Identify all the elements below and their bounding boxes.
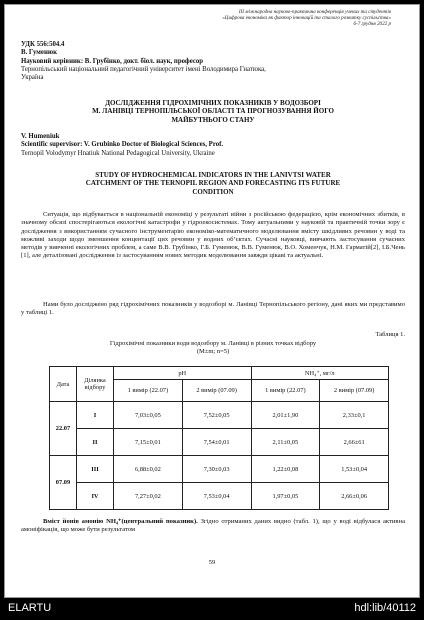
en-affiliation: Ternopil Volodymyr Hnatiuk National Pedagogical University, Ukraine [21,149,215,157]
en-supervisor: Scientific supervisor: V. Grubinko Doctor of Biological Sciences, Prof. [21,141,224,149]
table-row [50,402,389,429]
ua-title-line-2: М. ЛАНІВЦІ ТЕРНОПІЛЬСЬКОЇ ОБЛАСТІ ТА ПРОГНОЗУВАННЯ ЙОГО [92,107,334,116]
value-cell: 2,66±61 [320,429,389,456]
value-cell: 7,52±0,05 [182,402,251,429]
en-title [21,171,405,196]
header-line-2: «Цифрова економіка як фактор інновацій та сталого розвитку суспільства» [222,15,391,22]
ua-affiliation-2: Україна [21,74,44,82]
table-row [50,483,389,510]
value-cell: 7,30±0,03 [182,456,251,483]
table-caption-line-2: (M±m; n=5) [196,348,230,355]
header-line-3: 6-7 грудня 2022 р [353,21,391,28]
udc-code: УДК 556:504.4 [21,41,65,48]
col-header-site: Ділянка відбору [77,367,114,402]
value-cell: 7,03±0,05 [114,402,183,429]
footer-bar [0,598,424,620]
value-cell: 7,27±0,02 [114,483,183,510]
col-header-nh-m2: 2 вимір (07.09) [320,380,389,402]
site-cell: II [77,429,114,456]
value-cell: 2,66±0,06 [320,483,389,510]
ua-title-line-1: ДОСЛІДЖЕННЯ ГІДРОХІМІЧНИХ ПОКАЗНИКІВ У ВОДОЗБОРІ [105,99,321,107]
en-title-line-1: STUDY OF HYDROCHEMICAL INDICATORS IN THE LANIVTSI WATER [95,171,331,179]
table-number: Таблиця 1. [375,331,405,338]
footer-handle-link[interactable]: hdl:lib/40112 [354,602,416,614]
value-cell: 1,97±0,05 [251,483,320,510]
ua-author: В. Гуменюк [21,49,57,57]
en-title-line-2: CATCHMENT OF THE TERNOPIL REGION AND FORECASTING ITS FUTURE [85,179,341,188]
site-cell: IV [77,483,114,510]
table-row [50,429,389,456]
paragraph-1: Ситуація, що відбувається в національній економіці у результаті війни з російською федерацією, крім економічних збитків, в значному обсязі спостерігаються екологічні катастрофи у гідроекосистемах. Тому актуальними у науковій та практичній точки зору є дослідження з використанням сучасного інструментарію економіко-математичного моделювання вмісту шкідливих речовин у воді та можливі заходи щодо зменшення концентації цих речовин у водних об’єктах. Сучасні науковці, вивчають застосування сучасних методів у вивченні екологічних проблем, а саме В.В. Грубінко, Г.Б. Гуменюк, В.В. Гуменюк, В.О. Хоменчук, Н.М. Гарматій[2], І.Б.Чень [1], але деталізовані дослідження із застосуванням нових методик моделювання завжди цікаві та актуальні. [21,211,405,260]
ua-title [21,99,405,124]
header-line-1: III міжнародна науково-практична конференція учених та студентів [238,9,391,15]
table-caption-line-1: Гідрохімічні показники води водозбору м. Ланівці в різних точках відбору [109,340,317,347]
value-cell: 7,54±0,01 [182,429,251,456]
col-header-nh-m1: 1 вимір (22.07) [251,380,320,402]
en-author: V. Humeniuk [21,133,60,140]
paragraph-3-text: Згідно отриманих даних видно (табл. 1), що у воді відбулася активна амоніфікація, що може бути результатом [21,518,406,534]
value-cell: 2,11±0,05 [251,429,320,456]
table-row [50,456,389,483]
ua-supervisor: Науковий керівник: В. Грубінко, докт. біол. наук, професор [21,57,204,65]
site-cell: I [77,402,114,429]
footer-repository-label: ELARTU [8,602,52,614]
col-header-ph-m1: 1 вимір (22.07) [114,380,183,402]
col-header-date: Дата [50,367,77,402]
conference-header [71,9,391,28]
paragraph-2: Нами було досліджено ряд гідрохімічних показників у водозборі м. Ланівці Тернопільського регіону, дані яких ми представимо у таблиці 1. [21,301,405,317]
document-page [4,4,420,598]
en-title-line-3: CONDITION [192,187,234,196]
page-number: 59 [208,559,216,566]
ua-author-block [21,41,405,82]
value-cell: 6,88±0,02 [114,456,183,483]
col-header-nh4: NH₄⁺, мг/л [251,367,389,380]
date-cell: 07.09 [50,456,77,510]
date-cell: 22.07 [50,402,77,456]
table-caption [21,340,405,356]
value-cell: 2,33±0,1 [320,402,389,429]
value-cell: 7,15±0,01 [114,429,183,456]
paragraph-3 [21,518,405,535]
value-cell: 1,22±0,08 [251,456,320,483]
paragraph-3-heading: Вміст йонів амонію NH₄⁺(центральний показник). [43,518,198,525]
site-cell: III [77,456,114,483]
value-cell: 7,53±0,04 [182,483,251,510]
ua-affiliation-1: Тернопільський національний педагогічний університет імені Володимира Гнатюка, [21,65,266,73]
value-cell: 1,53±0,04 [320,456,389,483]
value-cell: 2,01±1,90 [251,402,320,429]
ua-title-line-3: МАЙБУТНЬОГО СТАНУ [171,115,255,124]
col-header-ph: pH [114,367,252,380]
en-author-block [21,133,405,158]
col-header-ph-m2: 2 вимір (07.09) [182,380,251,402]
hydrochemical-table [49,366,389,510]
